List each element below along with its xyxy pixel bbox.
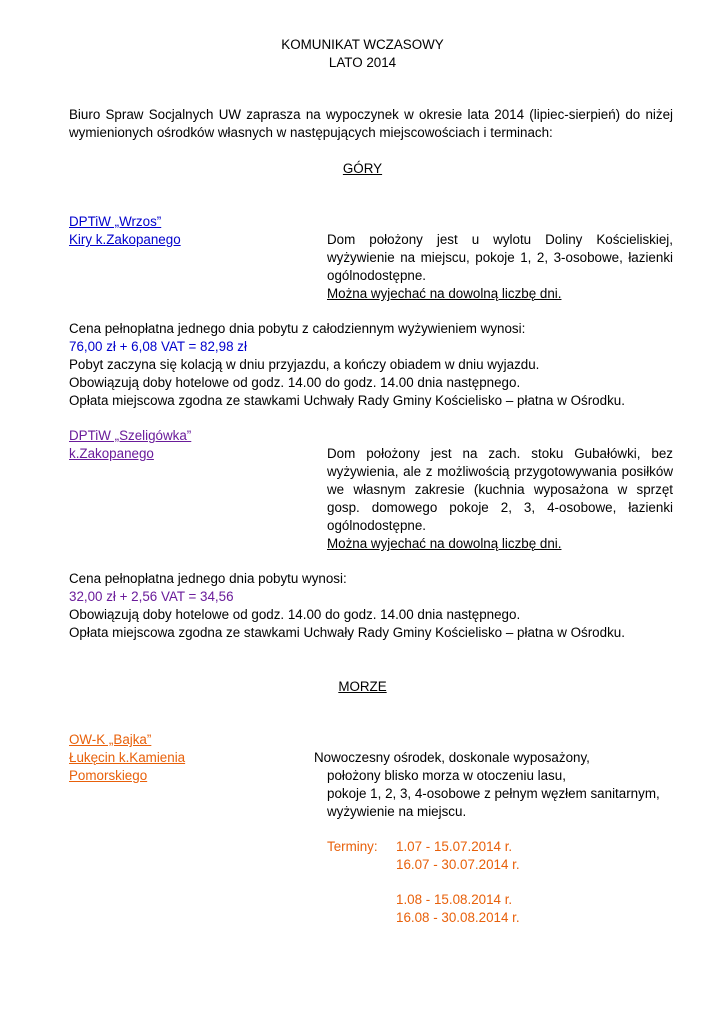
szeligowka-info-2: Opłata miejscowa zgodna ze stawkami Uchwały Rady Gminy Kościelisko – płatna w Ośrodku. — [69, 625, 625, 640]
page-title: KOMUNIKAT WCZASOWY — [281, 37, 444, 52]
bajka-term-1: 1.07 - 15.07.2014 r. — [396, 839, 513, 854]
bajka-desc-line-3: pokoje 1, 2, 3, 4-osobowe z pełnym węzłem sanitarnym, — [327, 786, 660, 801]
szeligowka-price-intro: Cena pełnopłatna jednego dnia pobytu wynosi: — [69, 571, 347, 586]
page-subtitle: LATO 2014 — [328, 55, 397, 70]
bajka-term-2: 16.07 - 30.07.2014 r. — [396, 857, 520, 872]
section-heading-gory: GÓRY — [342, 161, 383, 176]
bajka-location-link-line2[interactable]: Pomorskiego — [69, 768, 148, 783]
szeligowka-note: Można wyjechać na dowolną liczbę dni. — [327, 536, 562, 551]
szeligowka-description: Dom położony jest na zach. stoku Gubałówki, bez wyżywienia, ale z możliwością przygotowywania posiłków we własnym zakresie (kuchnia wyposażona w sprzęt gosp. domowego pokoje 2, 3, 4-osobowe, łazienki ogólnodostępne. — [327, 446, 673, 533]
wrzos-note: Można wyjechać na dowolną liczbę dni. — [327, 286, 562, 301]
bajka-terms-label: Terminy: — [327, 839, 378, 854]
bajka-desc-line-4: wyżywienie na miejscu. — [327, 804, 467, 819]
szeligowka-price: 32,00 zł + 2,56 VAT = 34,56 — [69, 589, 234, 604]
wrzos-location-link[interactable]: Kiry k.Zakopanego — [69, 232, 181, 247]
intro-text-after: do niżej wymienionych ośrodków własnych w następujących miejscowościach i terminach: — [69, 107, 674, 140]
wrzos-info-3: Opłata miejscowa zgodna ze stawkami Uchwały Rady Gminy Kościelisko – płatna w Ośrodku. — [69, 393, 625, 408]
bajka-desc-line-1: Nowoczesny ośrodek, doskonale wyposażony, — [314, 750, 590, 765]
wrzos-info-2: Obowiązują doby hotelowe od godz. 14.00 do godz. 14.00 dnia następnego. — [69, 375, 521, 390]
bajka-desc-line-2: położony blisko morza w otoczeniu lasu, — [327, 768, 566, 783]
bajka-term-4: 16.08 - 30.08.2014 r. — [396, 910, 520, 925]
wrzos-price: 76,00 zł + 6,08 VAT = 82,98 zł — [69, 339, 247, 354]
wrzos-description: Dom położony jest u wylotu Doliny Kościeliskiej, wyżywienie na miejscu, pokoje 1, 2, 3-osobowe, łazienki ogólnodostępne. — [327, 232, 673, 283]
szeligowka-name-link[interactable]: DPTiW „Szeligówka” — [69, 428, 192, 443]
szeligowka-info-1: Obowiązują doby hotelowe od godz. 14.00 do godz. 14.00 dnia następnego. — [69, 607, 521, 622]
bajka-term-3: 1.08 - 15.08.2014 r. — [396, 892, 513, 907]
bajka-name-link[interactable]: OW-K „Bajka” — [69, 732, 152, 747]
szeligowka-location-link[interactable]: k.Zakopanego — [69, 446, 154, 461]
wrzos-name-link[interactable]: DPTiW „Wrzos” — [69, 214, 162, 229]
bajka-location-link-line1[interactable]: Łukęcin k.Kamienia — [69, 750, 186, 765]
wrzos-price-intro: Cena pełnopłatna jednego dnia pobytu z całodziennym wyżywieniem wynosi: — [69, 321, 526, 336]
intro-paragraph — [69, 106, 673, 142]
wrzos-info-1: Pobyt zaczyna się kolacją w dniu przyjazdu, a kończy obiadem w dniu wyjazdu. — [69, 357, 540, 372]
intro-highlight: lata 2014 (lipiec-sierpień) — [467, 107, 621, 122]
intro-text-before: Biuro Spraw Socjalnych UW zaprasza na wypoczynek w okresie — [69, 107, 468, 122]
section-heading-morze: MORZE — [338, 679, 387, 694]
